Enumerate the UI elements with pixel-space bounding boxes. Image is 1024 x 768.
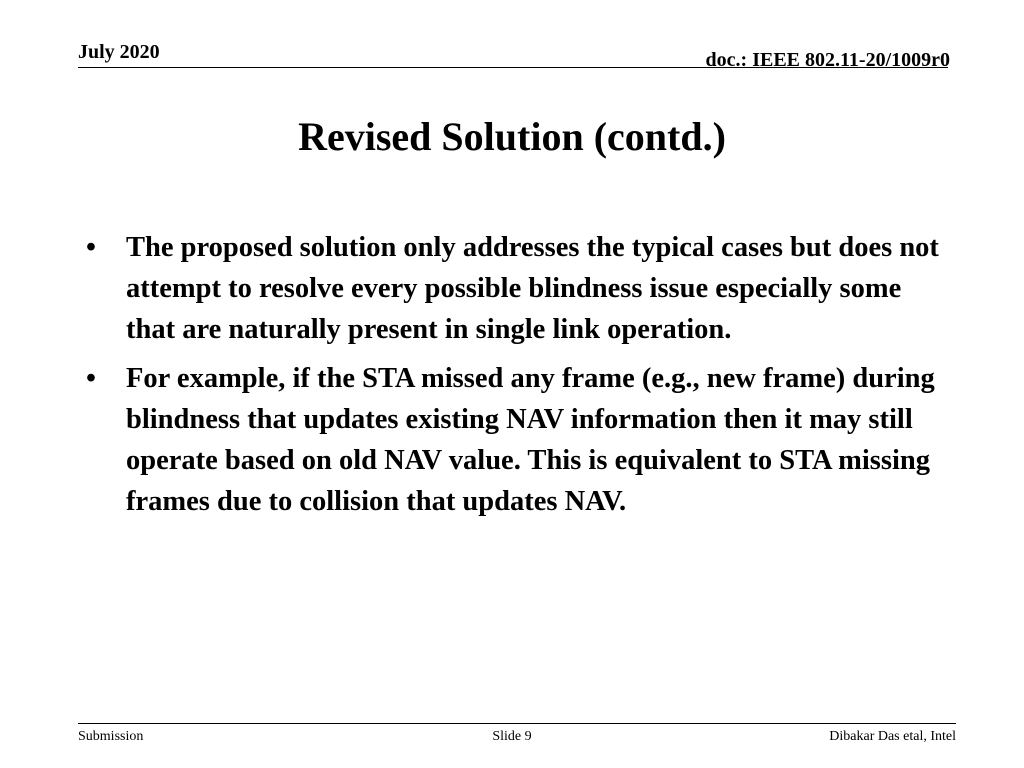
footer-author: Dibakar Das etal, Intel (829, 729, 956, 744)
bullet-text: For example, if the STA missed any frame (e.g., new frame) during blindness that updates existing NAV information then it may still operate based on old NAV value. This is equivalent to STA missing frames due to collision that updates NAV. (126, 363, 935, 517)
footer-divider (78, 723, 956, 724)
header-divider (78, 67, 948, 68)
footer-submission: Submission (78, 729, 144, 744)
bullet-symbol: • (86, 363, 96, 394)
slide-title: Revised Solution (contd.) (298, 114, 726, 159)
footer-slide-number: Slide 9 (492, 729, 532, 744)
bullet-text: The proposed solution only addresses the typical cases but does not attempt to resolve every possible blindness issue especially some that are naturally present in single link operation. (126, 232, 939, 345)
bullet-item (86, 358, 946, 522)
header-date: July 2020 (78, 41, 160, 63)
bullet-symbol: • (86, 232, 96, 263)
header-doc-id: doc.: IEEE 802.11-20/1009r0 (705, 49, 950, 71)
bullet-item (86, 227, 946, 350)
bullet-list (86, 227, 946, 530)
